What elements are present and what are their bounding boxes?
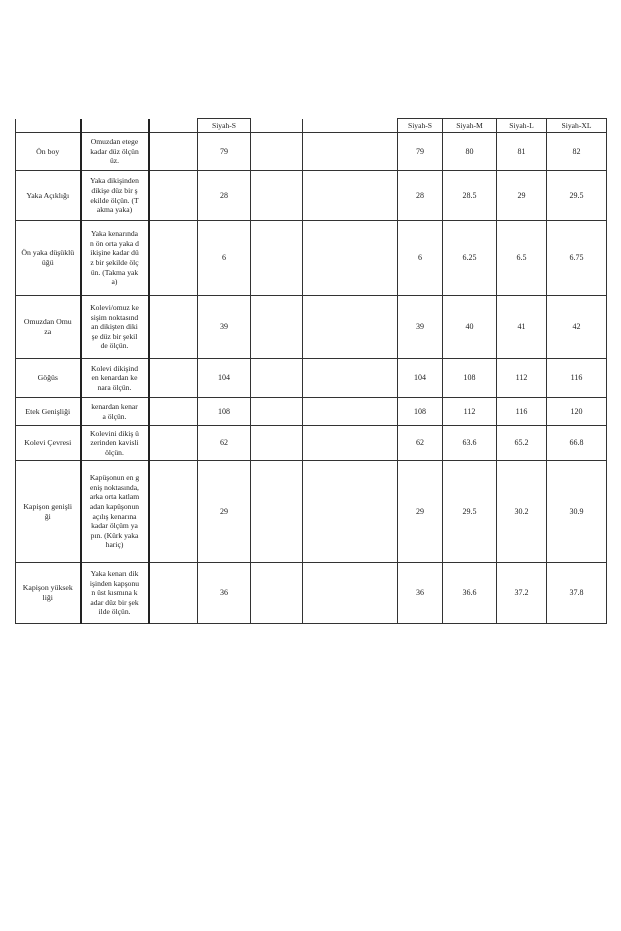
value-cell: 104 bbox=[398, 359, 443, 398]
empty-cell bbox=[251, 133, 303, 171]
value-cell: 104 bbox=[198, 359, 251, 398]
empty-cell bbox=[251, 296, 303, 359]
empty-cell bbox=[149, 171, 198, 221]
value-cell: 36 bbox=[398, 563, 443, 624]
header-size-left: Siyah-S bbox=[198, 119, 251, 133]
table-row bbox=[16, 296, 607, 359]
value-cell: 29 bbox=[198, 461, 251, 563]
empty-cell bbox=[303, 398, 398, 426]
value-cell: 108 bbox=[398, 398, 443, 426]
value-cell: 39 bbox=[198, 296, 251, 359]
header-size: Siyah-XL bbox=[547, 119, 607, 133]
value-cell: 82 bbox=[547, 133, 607, 171]
measurement-name: Ön boy bbox=[16, 133, 81, 171]
value-cell: 29 bbox=[398, 461, 443, 563]
header-cell-empty bbox=[149, 119, 198, 133]
empty-cell bbox=[303, 171, 398, 221]
value-cell: 37.8 bbox=[547, 563, 607, 624]
header-cell-empty bbox=[16, 119, 81, 133]
value-cell: 28 bbox=[398, 171, 443, 221]
empty-cell bbox=[251, 426, 303, 461]
table-row bbox=[16, 398, 607, 426]
header-size: Siyah-M bbox=[443, 119, 497, 133]
value-cell: 79 bbox=[398, 133, 443, 171]
measurement-description: Yaka kenarında n ön orta yaka d ikişine kadar dü z bir şekilde ölç ün. (Takma yak a) bbox=[81, 221, 149, 296]
empty-cell bbox=[251, 171, 303, 221]
measurement-name: Kapişon genişli ği bbox=[16, 461, 81, 563]
value-cell: 63.6 bbox=[443, 426, 497, 461]
value-cell: 81 bbox=[497, 133, 547, 171]
table-row bbox=[16, 359, 607, 398]
measurement-name: Göğüs bbox=[16, 359, 81, 398]
empty-cell bbox=[149, 563, 198, 624]
value-cell: 6 bbox=[398, 221, 443, 296]
value-cell: 36.6 bbox=[443, 563, 497, 624]
value-cell: 29 bbox=[497, 171, 547, 221]
measurement-name: Yaka Açıklığı bbox=[16, 171, 81, 221]
value-cell: 28 bbox=[198, 171, 251, 221]
value-cell: 112 bbox=[497, 359, 547, 398]
measurement-name: Ön yaka düşüklü üğü bbox=[16, 221, 81, 296]
measurement-description: Omuzdan etege kadar düz ölçün üz. bbox=[81, 133, 149, 171]
empty-cell bbox=[149, 461, 198, 563]
measurement-name: Kapişon yüksek liği bbox=[16, 563, 81, 624]
value-cell: 6.25 bbox=[443, 221, 497, 296]
value-cell: 36 bbox=[198, 563, 251, 624]
value-cell: 37.2 bbox=[497, 563, 547, 624]
value-cell: 112 bbox=[443, 398, 497, 426]
empty-cell bbox=[251, 563, 303, 624]
empty-cell bbox=[303, 133, 398, 171]
value-cell: 62 bbox=[198, 426, 251, 461]
header-cell-empty bbox=[251, 119, 303, 133]
value-cell: 30.9 bbox=[547, 461, 607, 563]
value-cell: 62 bbox=[398, 426, 443, 461]
value-cell: 116 bbox=[497, 398, 547, 426]
table-row bbox=[16, 221, 607, 296]
empty-cell bbox=[251, 359, 303, 398]
measurement-description: Kolevini dikiş ü zerinden kavisli ölçün. bbox=[81, 426, 149, 461]
empty-cell bbox=[149, 221, 198, 296]
measurement-description: Kapüşonun en g eniş noktasında, arka orta katlam adan kapüşonun açılış kenarına kadar ölçüm ya pın. (Kürk yaka hariç) bbox=[81, 461, 149, 563]
empty-cell bbox=[303, 221, 398, 296]
value-cell: 6.75 bbox=[547, 221, 607, 296]
value-cell: 29.5 bbox=[443, 461, 497, 563]
value-cell: 30.2 bbox=[497, 461, 547, 563]
value-cell: 108 bbox=[198, 398, 251, 426]
value-cell: 39 bbox=[398, 296, 443, 359]
empty-cell bbox=[303, 359, 398, 398]
measurement-name: Kolevi Çevresi bbox=[16, 426, 81, 461]
value-cell: 28.5 bbox=[443, 171, 497, 221]
value-cell: 6.5 bbox=[497, 221, 547, 296]
empty-cell bbox=[149, 398, 198, 426]
table-row bbox=[16, 426, 607, 461]
empty-cell bbox=[149, 359, 198, 398]
table-row bbox=[16, 133, 607, 171]
measurement-name: Omuzdan Omu za bbox=[16, 296, 81, 359]
empty-cell bbox=[303, 563, 398, 624]
empty-cell bbox=[251, 461, 303, 563]
empty-cell bbox=[251, 221, 303, 296]
value-cell: 116 bbox=[547, 359, 607, 398]
value-cell: 108 bbox=[443, 359, 497, 398]
empty-cell bbox=[303, 296, 398, 359]
value-cell: 6 bbox=[198, 221, 251, 296]
measurement-description: kenardan kenar a ölçün. bbox=[81, 398, 149, 426]
table-row bbox=[16, 171, 607, 221]
header-row bbox=[16, 119, 607, 133]
measurement-description: Yaka dikişinden dikişe düz bir ş ekilde ölçün. (T akma yaka) bbox=[81, 171, 149, 221]
header-size: Siyah-S bbox=[398, 119, 443, 133]
value-cell: 66.8 bbox=[547, 426, 607, 461]
value-cell: 29.5 bbox=[547, 171, 607, 221]
value-cell: 42 bbox=[547, 296, 607, 359]
measurement-name: Etek Genişliği bbox=[16, 398, 81, 426]
empty-cell bbox=[303, 461, 398, 563]
empty-cell bbox=[251, 398, 303, 426]
measurement-description: Kolevi/omuz ke sişim noktasınd an dikişten diki şe düz bir şekil de ölçün. bbox=[81, 296, 149, 359]
empty-cell bbox=[149, 296, 198, 359]
table-row bbox=[16, 563, 607, 624]
value-cell: 79 bbox=[198, 133, 251, 171]
measurement-description: Kolevi dikişind en kenardan ke nara ölçün. bbox=[81, 359, 149, 398]
table-row bbox=[16, 461, 607, 563]
size-chart-table bbox=[15, 118, 607, 624]
value-cell: 120 bbox=[547, 398, 607, 426]
value-cell: 65.2 bbox=[497, 426, 547, 461]
value-cell: 80 bbox=[443, 133, 497, 171]
header-cell-empty bbox=[303, 119, 398, 133]
header-size: Siyah-L bbox=[497, 119, 547, 133]
value-cell: 40 bbox=[443, 296, 497, 359]
empty-cell bbox=[149, 426, 198, 461]
measurement-description: Yaka kenarı dik işinden kapşonu n üst kısmına k adar düz bir şek ilde ölçün. bbox=[81, 563, 149, 624]
empty-cell bbox=[149, 133, 198, 171]
header-cell-empty bbox=[81, 119, 149, 133]
empty-cell bbox=[303, 426, 398, 461]
value-cell: 41 bbox=[497, 296, 547, 359]
